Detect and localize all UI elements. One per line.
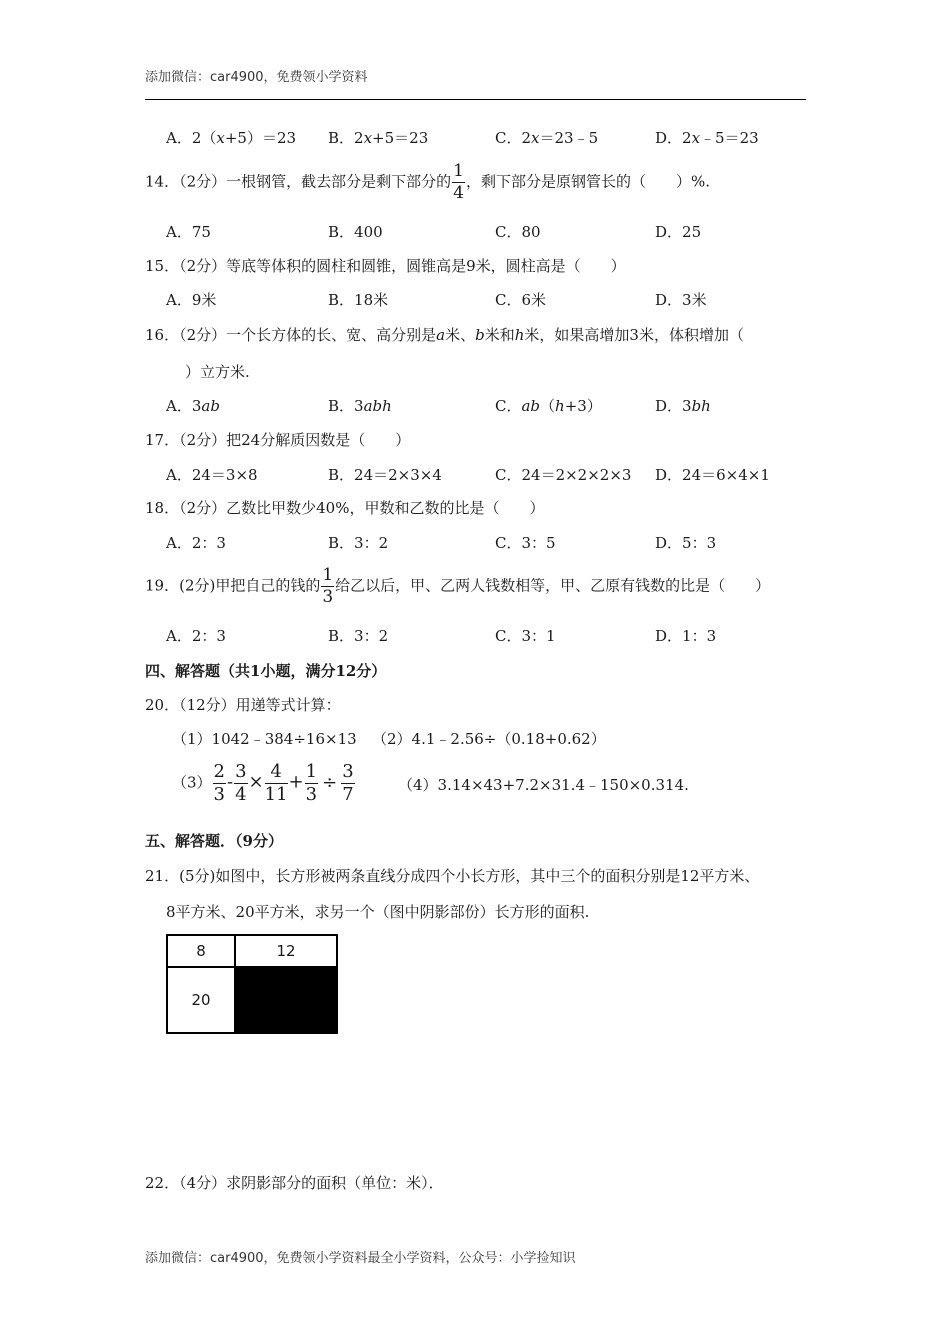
q17-stem: 17．（2分）把24分解质因数是（ ） <box>145 431 411 449</box>
q20-part-4: （4）3.14×43+7.2×31.4﹣150×0.314. <box>398 776 689 794</box>
q13-option-c: C．2x＝23﹣5 <box>495 129 599 147</box>
q17-option-a: A．24＝3×8 <box>166 466 258 484</box>
q20-part-2: （2）4.1﹣2.56÷（0.18+0.62） <box>372 730 606 748</box>
q16-option-b: B．3abh <box>328 397 392 415</box>
q13-option-d: D．2x﹣5＝23 <box>655 129 759 147</box>
q15-option-d: D．3米 <box>655 291 707 309</box>
q17-option-d: D．24＝6×4×1 <box>655 466 770 484</box>
q13-option-b: B．2x+5＝23 <box>328 129 429 147</box>
page-header: 添加微信：car4900，免费领小学资料 <box>145 70 368 85</box>
q15-option-b: B．18米 <box>328 291 389 309</box>
q15-option-a: A．9米 <box>166 291 217 309</box>
q14-option-a: A．75 <box>166 223 211 241</box>
q14-option-d: D．25 <box>655 223 702 241</box>
q19-fraction: $\frac{1}{3}$ <box>322 565 334 607</box>
q18-option-b: B．3：2 <box>328 534 389 552</box>
q20-part-1: （1）1042﹣384÷16×13 <box>172 730 357 748</box>
figure-shaded-cell <box>236 968 336 1032</box>
q18-option-a: A．2：3 <box>166 534 226 552</box>
q19-option-c: C．3：1 <box>495 627 556 645</box>
q18-option-d: D．5：3 <box>655 534 717 552</box>
q19-option-a: A．2：3 <box>166 627 226 645</box>
q19-stem: 19．(2分)甲把自己的钱的 $\frac{1}{3}$ 给乙以后，甲、乙两人钱数相等，甲、乙原有钱数的比是（ ） <box>145 565 771 607</box>
page-footer: 添加微信：car4900，免费领小学资料最全小学资料，公众号：小学捡知识 <box>145 1251 576 1266</box>
q16-option-d: D．3bh <box>655 397 711 415</box>
q22-stem: 22．（4分）求阴影部分的面积（单位：米）． <box>145 1174 444 1192</box>
q13-option-a: A．2（x+5）＝23 <box>166 129 297 147</box>
q14-option-c: C．80 <box>495 223 541 241</box>
figure-cell-top-right: 12 <box>236 936 336 968</box>
figure-cell-bottom-left: 20 <box>168 968 236 1032</box>
q15-option-c: C．6米 <box>495 291 547 309</box>
section-5-title: 五、解答题．（9分） <box>145 832 283 850</box>
q17-option-c: C．24＝2×2×2×3 <box>495 466 632 484</box>
q18-stem: 18．（2分）乙数比甲数少40%，甲数和乙数的比是（ ） <box>145 499 545 517</box>
rectangle-figure <box>166 934 338 1034</box>
q16-stem-continued: ）立方米. <box>185 363 250 381</box>
figure-cell-top-left: 8 <box>168 936 236 968</box>
q21-stem-line-2: 8平方米、20平方米，求另一个（图中阴影部份）长方形的面积. <box>166 903 590 921</box>
q15-stem: 15．（2分）等底等体积的圆柱和圆锥，圆锥高是9米，圆柱高是（ ） <box>145 257 626 275</box>
q18-option-c: C．3：5 <box>495 534 556 552</box>
section-4-title: 四、解答题（共1小题，满分12分） <box>145 662 387 680</box>
q16-option-a: A．3ab <box>166 397 220 415</box>
q21-stem-line-1: 21．(5分)如图中，长方形被两条直线分成四个小长方形，其中三个的面积分别是12平方米、 <box>145 867 760 885</box>
header-divider <box>145 99 806 100</box>
q20-stem: 20．（12分）用递等式计算： <box>145 696 341 714</box>
q14-stem: 14．（2分）一根钢管，截去部分是剩下部分的 $\frac{1}{4}$ ，剩下部分是原钢管长的（ ）%. <box>145 161 710 203</box>
q14-option-b: B．400 <box>328 223 383 241</box>
q20-part-3: （3） $\frac{2}{3}$ - $\frac{3}{4}$ × $\frac{4}{11}$ + $\frac{1}{3}$ ÷ $\frac{3}{7}$ <box>172 761 354 805</box>
q19-option-b: B．3：2 <box>328 627 389 645</box>
q16-stem: 16．（2分）一个长方体的长、宽、高分别是a米、b米和h米，如果高增加3米，体积增加（ <box>145 326 744 344</box>
q16-option-c: C．ab（h+3） <box>495 397 602 415</box>
q17-option-b: B．24＝2×3×4 <box>328 466 442 484</box>
q14-fraction: $\frac{1}{4}$ <box>453 161 464 203</box>
q19-option-d: D．1：3 <box>655 627 717 645</box>
